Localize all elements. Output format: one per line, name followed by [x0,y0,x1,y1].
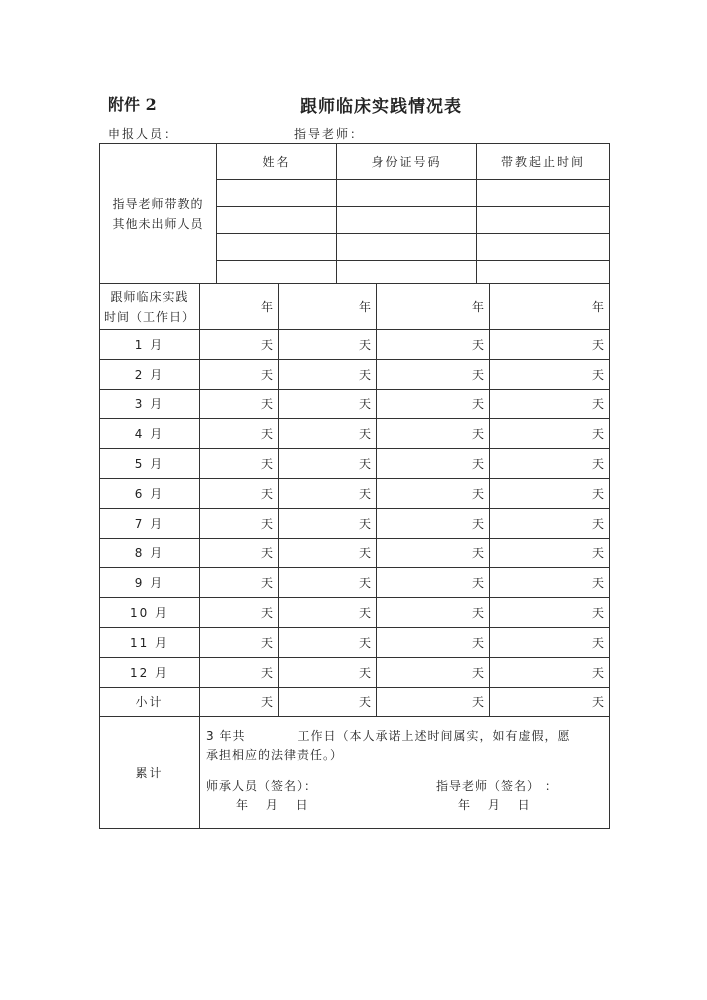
subtotal-day-cell[interactable]: 天 [377,687,490,717]
day-cell[interactable]: 天 [279,568,377,598]
day-cell[interactable]: 天 [377,627,490,657]
day-cell[interactable]: 天 [200,538,279,568]
other-trainees-label-line1: 指导老师带教的 [112,196,204,211]
day-cell[interactable]: 天 [200,389,279,419]
day-cell[interactable]: 天 [377,568,490,598]
day-cell[interactable]: 天 [377,449,490,479]
day-cell[interactable]: 天 [377,419,490,449]
day-cell[interactable]: 天 [200,568,279,598]
trainee-signature-date: 年 月 日 [236,798,309,813]
column-header-period: 带教起止时间 [477,144,610,180]
day-cell[interactable]: 天 [490,508,610,538]
subtotal-label: 小计 [100,687,200,717]
day-cell[interactable]: 天 [200,449,279,479]
teacher-label: 指导老师： [294,127,365,141]
day-cell[interactable]: 天 [377,478,490,508]
day-cell[interactable]: 天 [279,478,377,508]
other-trainees-label-line2: 其他未出师人员 [112,216,204,231]
year-cell[interactable]: 年 [279,284,377,330]
subtotal-day-cell[interactable]: 天 [490,687,610,717]
day-cell[interactable]: 天 [279,657,377,687]
column-header-name: 姓名 [217,144,337,180]
annex-label: 附件 2 [108,95,157,114]
trainee-name-cell[interactable] [217,234,337,261]
month-label: 7 月 [100,508,200,538]
trainee-name-cell[interactable] [217,180,337,207]
column-header-id-number: 身份证号码 [337,144,477,180]
month-label: 3 月 [100,389,200,419]
day-cell[interactable]: 天 [377,657,490,687]
day-cell[interactable]: 天 [279,330,377,360]
month-label: 2 月 [100,359,200,389]
day-cell[interactable]: 天 [490,330,610,360]
cumulative-statement-line1: 3 年共 工作日（本人承诺上述时间属实，如有虚假，愿 [206,729,571,744]
trainee-period-cell[interactable] [477,207,610,234]
day-cell[interactable]: 天 [490,568,610,598]
month-label: 4 月 [100,419,200,449]
month-label: 8 月 [100,538,200,568]
trainee-period-cell[interactable] [477,234,610,261]
trainee-name-cell[interactable] [217,207,337,234]
month-label: 12 月 [100,657,200,687]
day-cell[interactable]: 天 [279,538,377,568]
trainee-period-cell[interactable] [477,180,610,207]
trainee-period-cell[interactable] [477,261,610,284]
practice-time-label-line2: 时间（工作日） [103,309,195,324]
day-cell[interactable]: 天 [377,508,490,538]
practice-form-table [99,143,610,829]
day-cell[interactable]: 天 [200,627,279,657]
subtotal-day-cell[interactable]: 天 [200,687,279,717]
year-cell[interactable]: 年 [377,284,490,330]
month-label: 6 月 [100,478,200,508]
day-cell[interactable]: 天 [490,389,610,419]
month-rows [100,330,610,717]
teacher-signature-label: 指导老师（签名） ： [436,779,558,794]
day-cell[interactable]: 天 [279,508,377,538]
day-cell[interactable]: 天 [200,419,279,449]
trainee-id-cell[interactable] [337,207,477,234]
month-label: 1 月 [100,330,200,360]
day-cell[interactable]: 天 [490,598,610,628]
month-label: 10 月 [100,598,200,628]
day-cell[interactable]: 天 [490,419,610,449]
trainee-id-cell[interactable] [337,180,477,207]
day-cell[interactable]: 天 [377,538,490,568]
day-cell[interactable]: 天 [200,359,279,389]
day-cell[interactable]: 天 [279,389,377,419]
trainee-id-cell[interactable] [337,261,477,284]
month-label: 11 月 [100,627,200,657]
teacher-signature-date: 年 月 日 [458,798,531,813]
day-cell[interactable]: 天 [200,508,279,538]
day-cell[interactable]: 天 [200,657,279,687]
day-cell[interactable]: 天 [279,359,377,389]
year-cell[interactable]: 年 [200,284,279,330]
day-cell[interactable]: 天 [200,330,279,360]
day-cell[interactable]: 天 [377,598,490,628]
day-cell[interactable]: 天 [200,598,279,628]
day-cell[interactable]: 天 [377,389,490,419]
practice-time-label [100,284,200,330]
cumulative-statement[interactable] [200,717,610,829]
day-cell[interactable]: 天 [279,627,377,657]
day-cell[interactable]: 天 [279,419,377,449]
day-cell[interactable]: 天 [377,330,490,360]
day-cell[interactable]: 天 [279,449,377,479]
other-trainees-label [100,144,217,284]
day-cell[interactable]: 天 [377,359,490,389]
applicant-label: 申报人员： [108,127,179,141]
trainee-name-cell[interactable] [217,261,337,284]
trainee-id-cell[interactable] [337,234,477,261]
subtotal-day-cell[interactable]: 天 [279,687,377,717]
day-cell[interactable]: 天 [490,359,610,389]
day-cell[interactable]: 天 [490,538,610,568]
day-cell[interactable]: 天 [200,478,279,508]
day-cell[interactable]: 天 [279,598,377,628]
day-cell[interactable]: 天 [490,657,610,687]
month-label: 5 月 [100,449,200,479]
cumulative-label: 累计 [100,717,200,829]
practice-time-label-line1: 跟师临床实践 [110,289,189,304]
trainee-signature-label: 师承人员（签名）： [206,779,318,794]
day-cell[interactable]: 天 [490,478,610,508]
cumulative-statement-line2: 承担相应的法律责任。） [206,748,344,763]
day-cell[interactable]: 天 [490,627,610,657]
day-cell[interactable]: 天 [490,449,610,479]
month-label: 9 月 [100,568,200,598]
page-title: 跟师临床实践情况表 [300,97,462,117]
year-cell[interactable]: 年 [490,284,610,330]
